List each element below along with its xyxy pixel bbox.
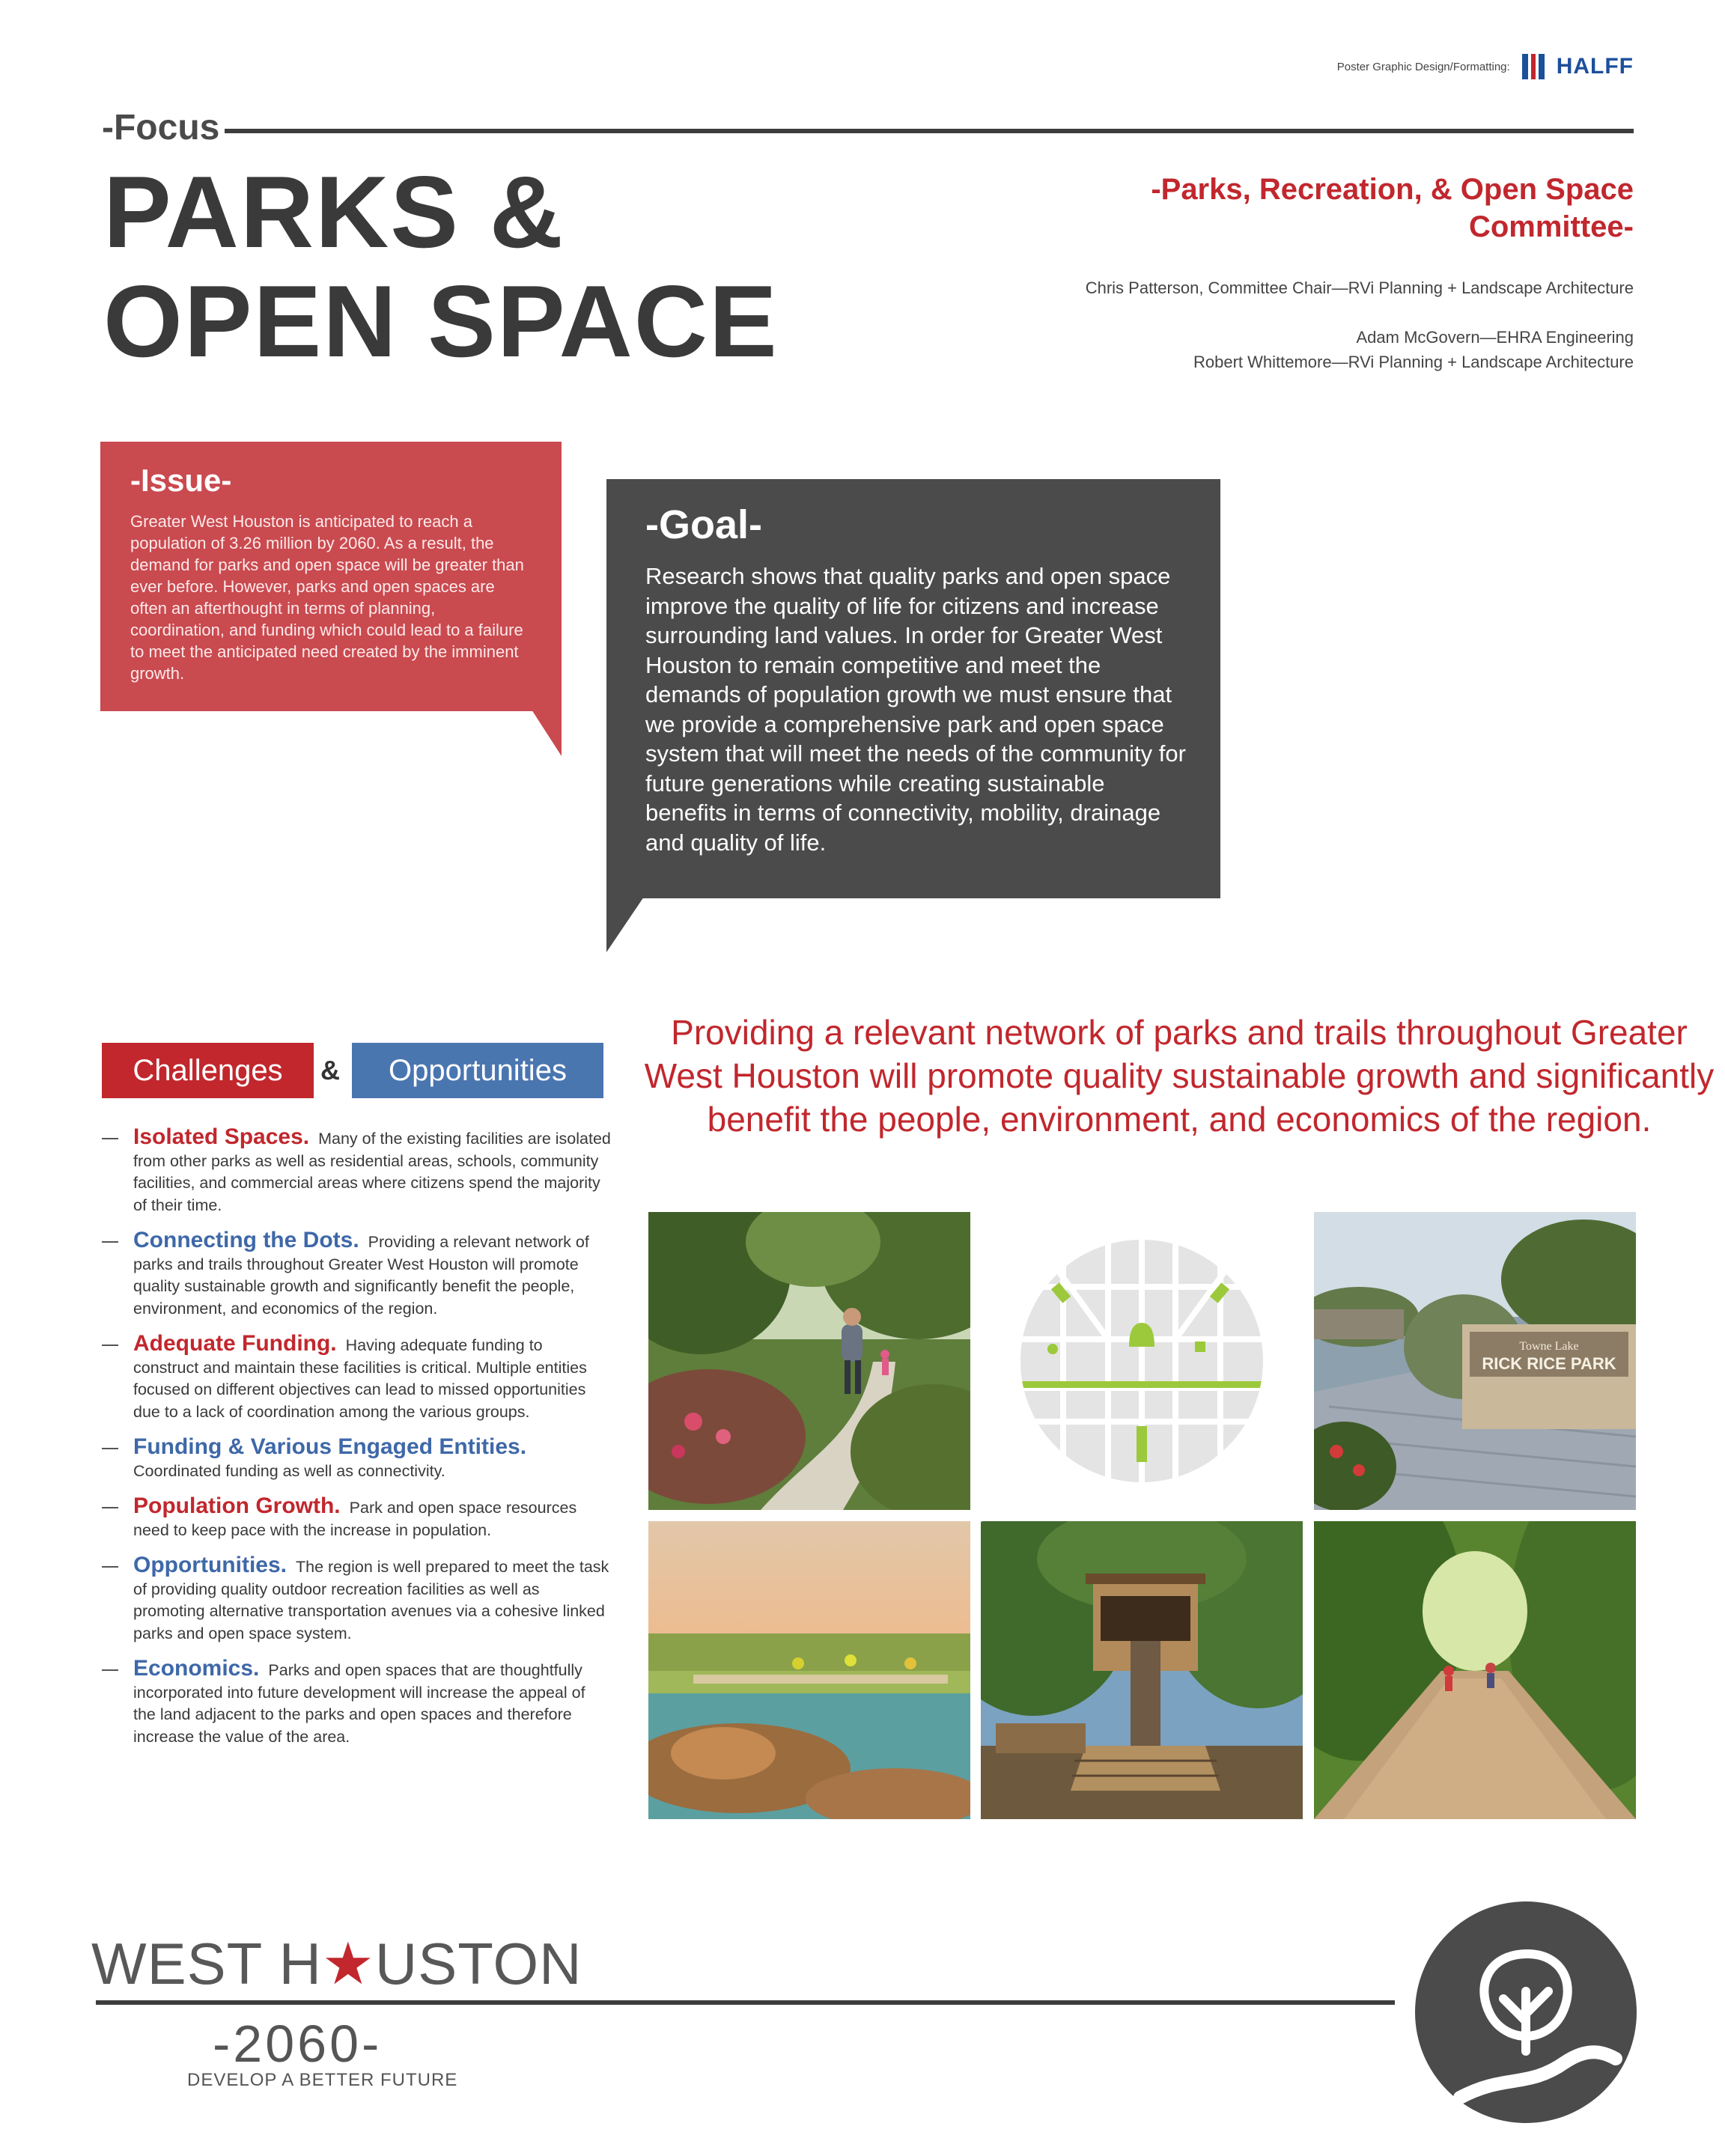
item-heading: Population Growth.: [133, 1493, 341, 1518]
goal-callout-tail: [606, 897, 644, 952]
item-heading: Opportunities.: [133, 1553, 287, 1577]
west-houston-wordmark: [91, 1930, 582, 1998]
item-text: Coordinated funding as well as connectivity.: [133, 1461, 445, 1480]
committee-title-line-2: Committee-: [1468, 210, 1634, 243]
halff-logo-text: HALFF: [1556, 54, 1634, 79]
committee-member: Robert Whittemore—RVi Planning + Landscape Architecture: [1193, 353, 1634, 371]
wordmark-left: WEST H: [91, 1931, 322, 1997]
credit-label: Poster Graphic Design/Formatting:: [1336, 60, 1510, 73]
goal-box: [606, 479, 1220, 898]
photo-treehouse: [981, 1521, 1303, 1819]
item-heading: Adequate Funding.: [133, 1331, 337, 1356]
vision-statement: Providing a relevant network of parks and trails throughout Greater West Houston will promote quality sustainable growth and significantly benefit the people, environment, and economics of the region.: [644, 1013, 1715, 1139]
wordmark-right: USTON: [374, 1931, 582, 1997]
sign-text-line-1: Towne Lake: [1519, 1340, 1579, 1353]
opportunities-tag: Opportunities: [352, 1043, 603, 1098]
list-item: [102, 1554, 611, 1645]
item-text: Parks and open spaces that are thoughtfully incorporated into future development will increase the appeal of the land adjacent to the parks and open spaces and therefore increase the value of the area.: [133, 1661, 585, 1746]
trail-network-diagram: [981, 1212, 1303, 1510]
committee-member: Adam McGovern—EHRA Engineering: [1356, 328, 1634, 347]
top-divider: [225, 129, 1634, 133]
dash-bullet: [102, 1566, 118, 1568]
item-heading: Funding & Various Engaged Entities.: [133, 1434, 527, 1459]
photo-jogging-trail: [648, 1212, 970, 1510]
photo-cyclists-sunset: [648, 1521, 970, 1819]
goal-body: Research shows that quality parks and open space improve the quality of life for citizens and increase surrounding land values. In order for Greater West Houston to remain competitive and meet the demands of population growth we must ensure that we provide a comprehensive park and open space system that will meet the needs of the community for future generations while creating sustainable benefits in terms of connectivity, mobility, drainage and quality of life.: [645, 563, 1186, 856]
challenges-tag: Challenges: [102, 1043, 314, 1098]
list-item: [102, 1333, 611, 1423]
dash-bullet: [102, 1345, 118, 1346]
dash-bullet: [102, 1669, 118, 1671]
list-item: [102, 1495, 611, 1541]
dash-bullet: [102, 1241, 118, 1243]
goal-heading: -Goal-: [645, 502, 762, 547]
list-item: [102, 1126, 611, 1216]
tagline: DEVELOP A BETTER FUTURE: [187, 2070, 458, 2090]
issue-callout-tail: [532, 710, 562, 756]
list-item: [102, 1229, 611, 1320]
dash-bullet: [102, 1448, 118, 1449]
committee-title: [1110, 171, 1634, 246]
photo-forest-trail: [1314, 1521, 1636, 1819]
focus-label: -Focus: [102, 108, 220, 147]
committee-title-line-1: -Parks, Recreation, & Open Space: [1151, 173, 1634, 206]
list-item: [102, 1657, 611, 1748]
bottom-divider: [96, 2000, 1395, 2005]
ampersand: &: [320, 1055, 340, 1085]
item-text: Many of the existing facilities are isolated from other parks as well as residential areas, schools, community facilities, and commercial areas where citizens spend the majority of their time.: [133, 1130, 611, 1214]
item-heading: Isolated Spaces.: [133, 1124, 310, 1149]
item-heading: Connecting the Dots.: [133, 1228, 359, 1252]
parks-tree-logo-icon: [1415, 1901, 1637, 2123]
dash-bullet: [102, 1507, 118, 1508]
challenges-list: [102, 1126, 611, 1761]
design-credit: [1337, 54, 1634, 79]
issue-heading: -Issue-: [130, 463, 232, 498]
year-label: -2060-: [213, 2015, 383, 2073]
title-line-1: PARKS &: [103, 155, 565, 269]
list-item: [102, 1436, 611, 1482]
dash-bullet: [102, 1138, 118, 1139]
issue-body: Greater West Houston is anticipated to reach a population of 3.26 million by 2060. As a result, the demand for parks and open space will be greater than ever before. However, parks and open spaces are often an afterthought in terms of planning, coordination, and funding which could lead to a failure to meet the anticipated need created by the imminent growth.: [130, 512, 524, 683]
halff-logo-icon: [1522, 54, 1545, 79]
item-heading: Economics.: [133, 1656, 260, 1681]
photo-park-sign: [1314, 1212, 1636, 1510]
committee-member: Chris Patterson, Committee Chair—RVi Planning + Landscape Architecture: [1085, 278, 1634, 297]
item-text: Park and open space resources need to keep pace with the increase in population.: [133, 1499, 577, 1539]
sign-text-line-2: RICK RICE PARK: [1482, 1354, 1616, 1373]
issue-box: [100, 442, 562, 711]
page-title: [103, 157, 779, 376]
title-line-2: OPEN SPACE: [103, 264, 779, 378]
item-text: Providing a relevant network of parks and trails throughout Greater West Houston will promote quality sustainable growth and significantly benefit the people, environment, and economics of the region.: [133, 1233, 589, 1318]
item-text: The region is well prepared to meet the task of providing quality outdoor recreation facilities as well as promoting alternative transportation avenues via a cohesive linked parks and open space system.: [133, 1558, 609, 1642]
item-text: Having adequate funding to construct and maintain these facilities is critical. Multiple entities focused on different objectives can lead to missed opportunities due to a lack of coordination among the various groups.: [133, 1336, 587, 1421]
star-icon: ★: [321, 1931, 375, 1997]
